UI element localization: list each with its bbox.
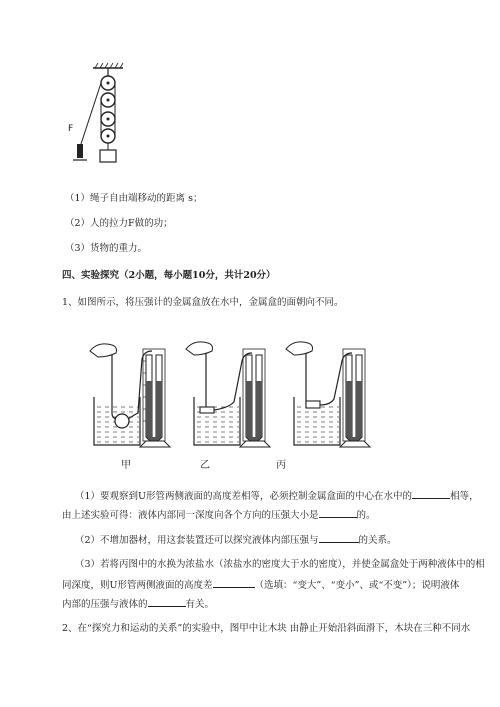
- subq3-line3: [62, 596, 214, 611]
- pressure-gauge-figure: [88, 335, 388, 455]
- subq3-text-a: 同深度，则U形管两侧液面的高度差: [62, 580, 213, 591]
- answer-blank-1[interactable]: [412, 488, 450, 499]
- question-1: （1）绳子自由端移动的距离 s；: [65, 193, 203, 204]
- problem2-intro: 2、在“探究力和运动的关系”的实验中，图甲中让木块 由静止开始沿斜面滑下，木块在三种不同水: [62, 623, 471, 634]
- subq1-line2: [62, 507, 376, 522]
- subq2-text-b: 的关系。: [358, 535, 397, 546]
- force-label: F: [68, 124, 74, 134]
- figure-label-jia: 甲: [121, 460, 131, 471]
- question-2: （2）人的拉力F做的功；: [65, 218, 173, 229]
- subq1-text-a: （1）要观察到U形管两侧液面的高度差相等，必须控制金属盒面的中心在水中的: [75, 491, 413, 502]
- subq3-text-d: 有关。: [185, 599, 215, 610]
- subq1-text-b: 相等，: [450, 491, 479, 502]
- pulley-figure: [65, 62, 135, 167]
- subq3-line1: （3）若将丙图中的水换为浓盐水（浓盐水的密度大于水的密度），并使金属盒处于两种液体中的相: [75, 559, 485, 570]
- question-3: （3）货物的重力。: [65, 243, 148, 254]
- answer-blank-4[interactable]: [213, 577, 255, 588]
- answer-blank-5[interactable]: [148, 596, 186, 607]
- subq3-line2: [62, 577, 459, 592]
- subq2-line: [75, 532, 397, 547]
- subq1-text-c: 由上述实验可得：液体内部同一深度向各个方向的压强大小是: [62, 510, 319, 521]
- subq1-text-d: 的。: [356, 510, 376, 521]
- figure-label-yi: 乙: [200, 460, 210, 471]
- section-heading: 四、实验探究（2小题，每小题10分，共计20分）: [62, 270, 276, 281]
- subq1-line1: [75, 488, 479, 503]
- answer-blank-3[interactable]: [319, 532, 359, 543]
- subq3-text-c: 内部的压强与液体的: [62, 599, 148, 610]
- subq3-text-b: （选填：“变大”、“变小”、或“不变”）；说明液体: [254, 580, 460, 591]
- problem1-intro: 1、如图所示，将压强计的金属盒放在水中，金属盒的面朝向不同。: [62, 297, 344, 308]
- figure-label-bing: 丙: [276, 460, 286, 471]
- answer-blank-2[interactable]: [319, 507, 357, 518]
- subq2-text-a: （2）不增加器材，用这套装置还可以探究液体内部压强与: [75, 535, 319, 546]
